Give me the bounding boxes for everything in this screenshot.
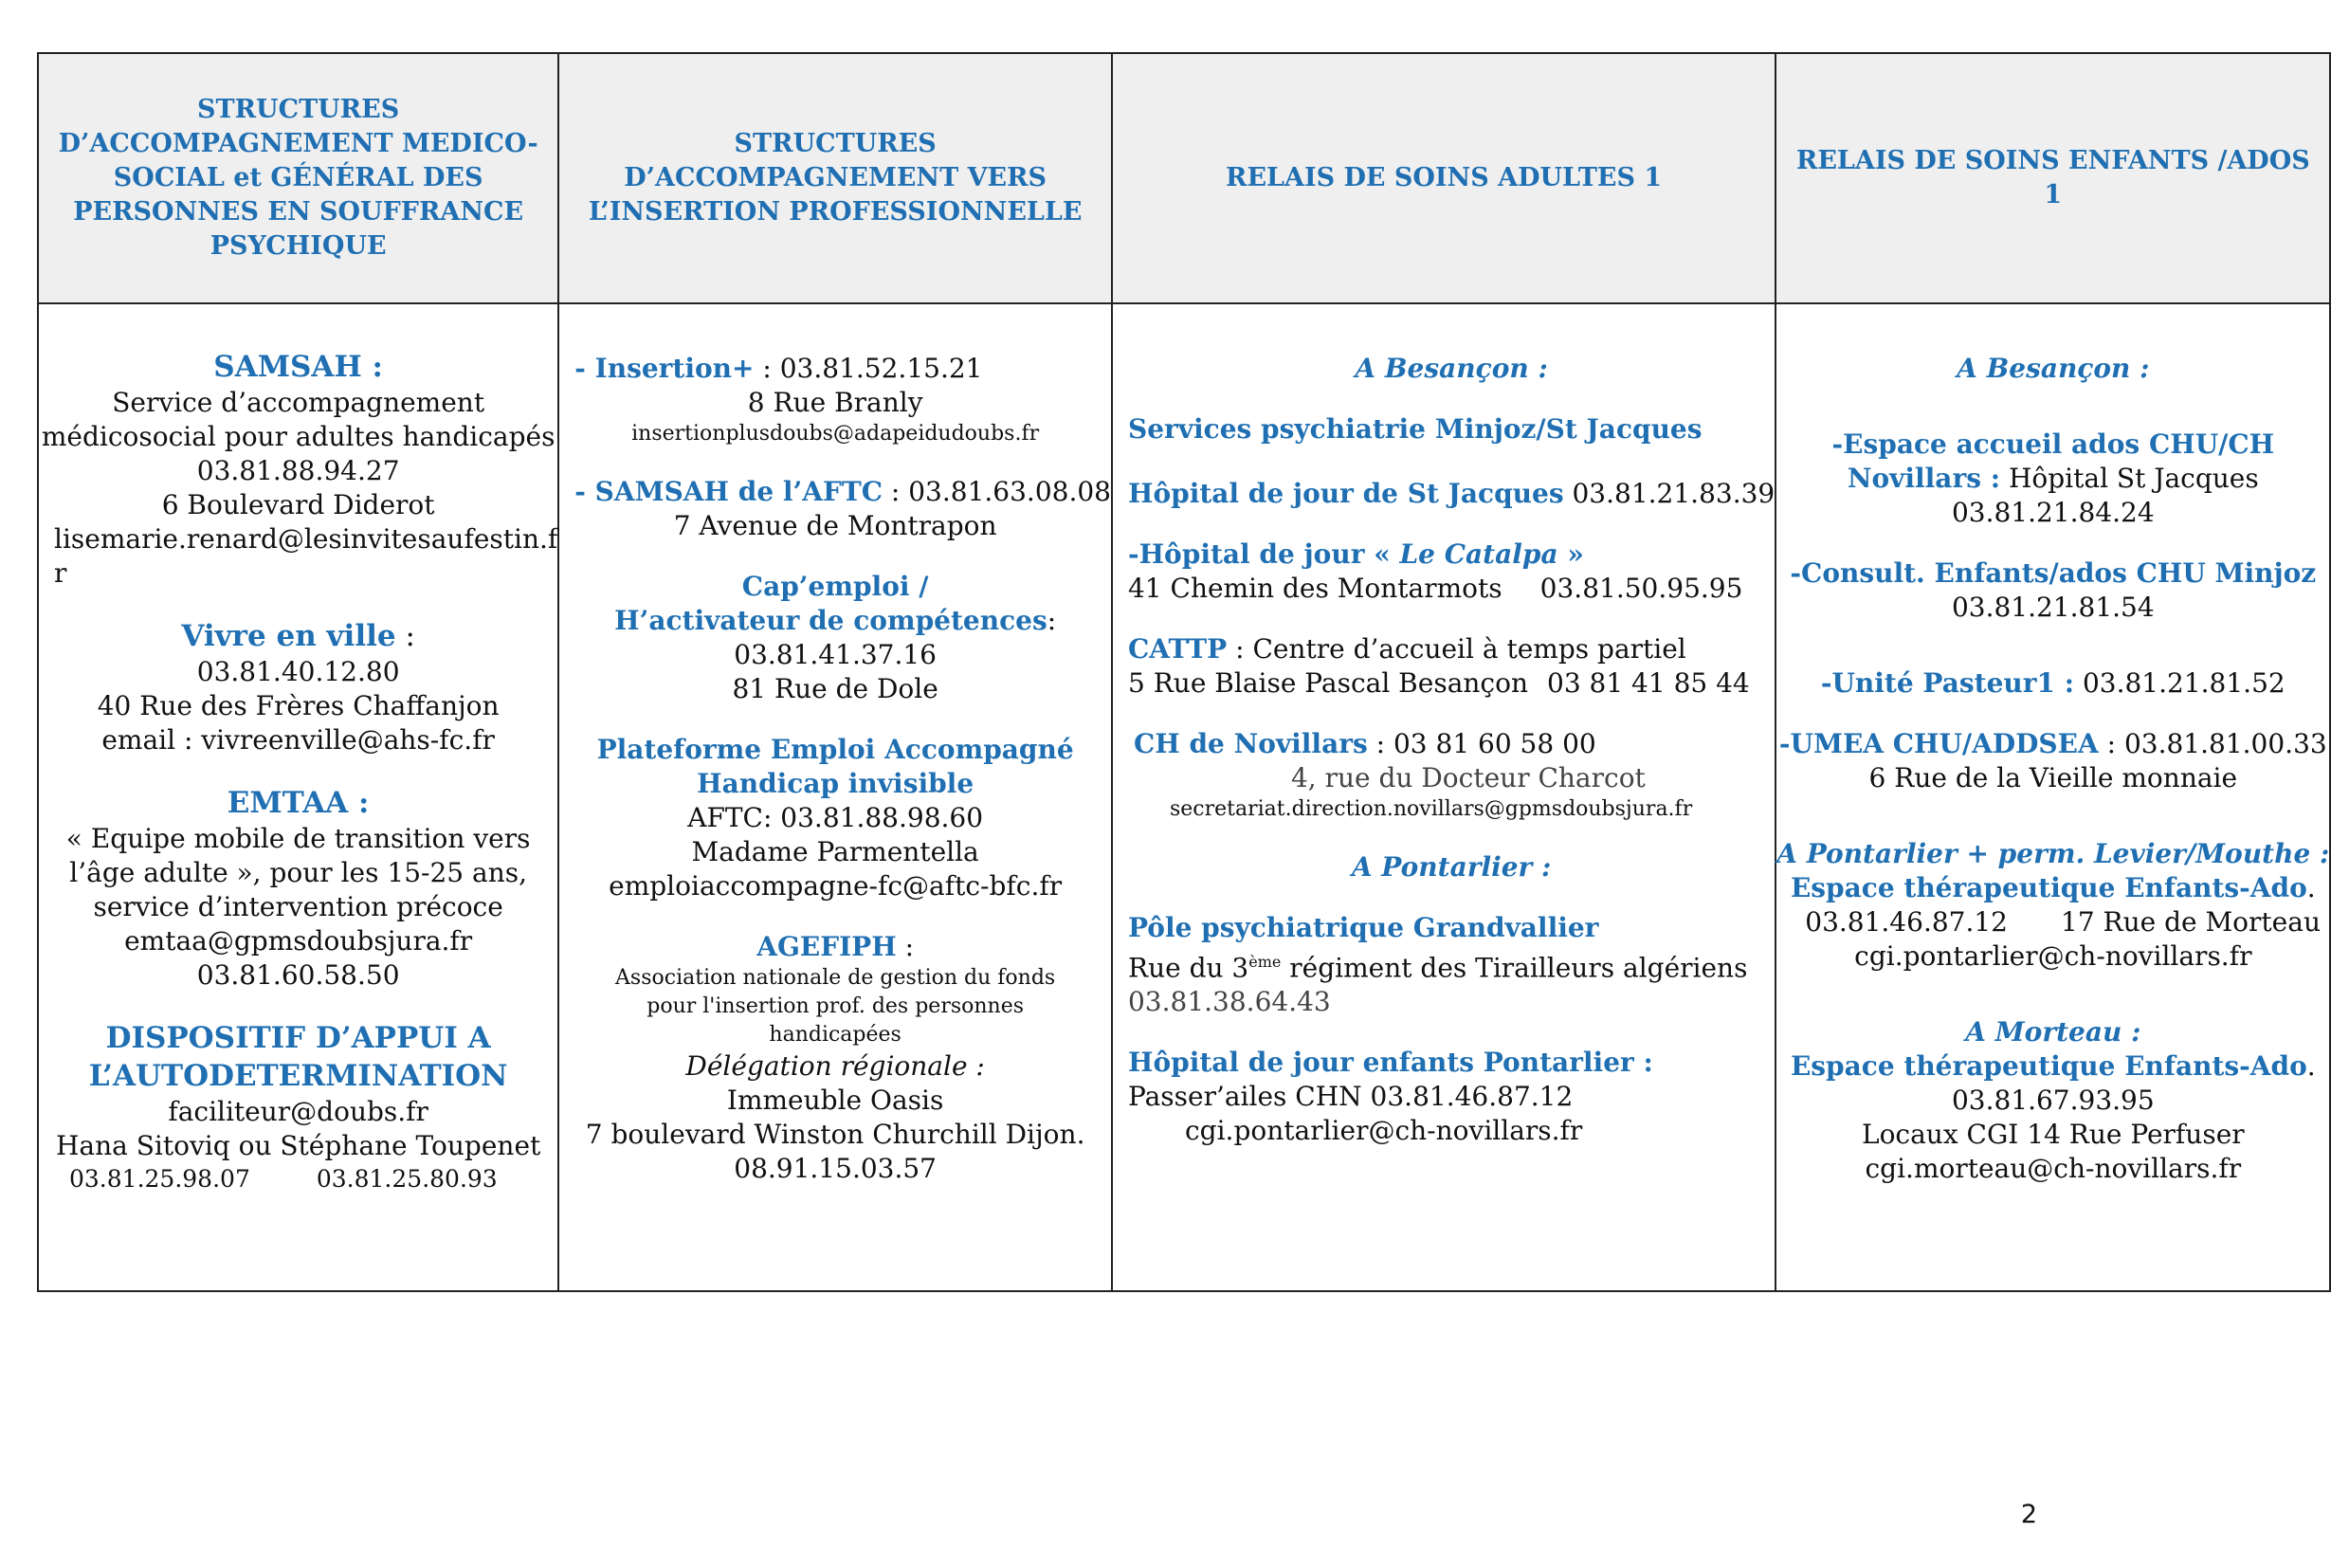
pontarlier-details: 03.81.46.87.12 17 Rue de Morteau [1805,906,2321,938]
samsah-aftc-address: 7 Avenue de Montrapon [673,510,997,541]
dispositif-phones: 03.81.25.98.07 03.81.25.80.93 [69,1165,498,1193]
agefiph-desc-2: pour l'insertion prof. des personnes [646,994,1025,1018]
adultes-pontarlier-heading: A Pontarlier : [1351,851,1552,883]
samsah-phone: 03.81.88.94.27 [196,455,400,486]
plateforme-heading-2: Handicap invisible [697,768,974,799]
vivre-address: 40 Rue des Frères Chaffanjon [97,690,500,721]
vivre-phone: 03.81.40.12.80 [196,656,400,687]
insertion-address: 8 Rue Branly [747,387,923,418]
grandvallier-phone: 03.81.38.64.43 [1127,986,1331,1018]
plateforme-heading-1: Plateforme Emploi Accompagné [596,734,1074,765]
consult-heading: -Consult. Enfants/ados CHU Minjoz [1790,557,2317,589]
header-medico-social: STRUCTURES D’ACCOMPAGNEMENT MEDICO-SOCIAL et GÉNÉRAL DES PERSONNES EN SOUFFRANCE PSYCHIQUE [38,53,558,303]
hdj-enfants-details: Passer’ailes CHN 03.81.46.87.12 [1127,1081,1574,1113]
contacts-table [37,52,2331,1292]
insertion-email[interactable]: insertionplusdoubs@adapeidudoubs.fr [631,422,1040,446]
cell-relais-enfants [1776,303,2330,1291]
umea-address: 6 Rue de la Vieille monnaie [1868,762,2238,793]
emtaa-desc-2: l’âge adulte », pour les 15-25 ans, [69,857,527,888]
vivre-heading: Vivre en ville : [181,619,415,653]
vivre-email[interactable]: email : vivreenville@ahs-fc.fr [101,724,495,756]
morteau-heading: A Morteau : [1965,1016,2141,1048]
dispositif-names: Hana Sitoviq ou Stéphane Toupenet [56,1130,541,1161]
catalpa-heading: -Hôpital de jour « Le Catalpa » [1127,538,1584,570]
capemploi-phone: 03.81.41.37.16 [734,639,937,670]
header-insertion-pro: STRUCTURES D’ACCOMPAGNEMENT VERS L’INSERTION PROFESSIONNELLE [558,53,1112,303]
grandvallier-heading: Pôle psychiatrique Grandvallier [1127,912,1599,943]
dispositif-email[interactable]: faciliteur@doubs.fr [168,1096,428,1127]
samsah-desc-2: médicosocial pour adultes handicapés [41,421,555,452]
emtaa-phone: 03.81.60.58.50 [196,959,400,991]
samsah-address: 6 Boulevard Diderot [161,489,435,520]
pasteur-line: -Unité Pasteur1 : 03.81.21.81.52 [1820,667,2285,699]
body-row [38,303,2330,1291]
capemploi-address: 81 Rue de Dole [732,673,938,704]
plateforme-phone: AFTC: 03.81.88.98.60 [687,802,984,833]
cell-relais-adultes [1112,303,1776,1291]
hdj-stjacques: Hôpital de jour de St Jacques 03.81.21.83.39 [1127,478,1776,509]
catalpa-details: 41 Chemin des Montarmots 03.81.50.95.95 [1127,573,1743,604]
cell-insertion-pro [558,303,1112,1291]
hdj-enfants-email[interactable]: cgi.pontarlier@ch-novillars.fr [1184,1115,1583,1147]
espace-accueil-place: Novillars : Hôpital St Jacques [1847,463,2259,494]
agefiph-building: Immeuble Oasis [726,1085,944,1116]
dispositif-heading-2: L’AUTODETERMINATION [88,1059,508,1093]
agefiph-phone: 08.91.15.03.57 [734,1153,937,1184]
espace-ther-morteau: Espace thérapeutique Enfants-Ado. [1790,1050,2316,1082]
capemploi-heading-2: H’activateur de compétences: [614,605,1057,636]
espace-accueil-phone: 03.81.21.84.24 [1951,497,2155,528]
enfants-besancon-heading: A Besançon : [1957,353,2150,384]
cattp-details: 5 Rue Blaise Pascal Besançon 03 81 41 85 44 [1127,667,1750,699]
novillars-address: 4, rue du Docteur Charcot [1290,762,1646,793]
enfants-pontarlier-heading: A Pontarlier + perm. Levier/Mouthe : [1776,838,2330,869]
header-relais-enfants: RELAIS DE SOINS ENFANTS /ADOS 1 [1776,53,2330,303]
cell-medico-social [38,303,558,1291]
agefiph-delegation: Délégation régionale : [685,1050,985,1082]
samsah-email-end[interactable]: r [54,557,67,589]
agefiph-desc-3: handicapées [769,1023,901,1047]
samsah-heading: SAMSAH : [213,350,383,384]
plateforme-contact: Madame Parmentella [691,836,979,867]
morteau-email[interactable]: cgi.morteau@ch-novillars.fr [1865,1153,2242,1184]
plateforme-email[interactable]: emploiaccompagne-fc@aftc-bfc.fr [609,870,1063,902]
emtaa-heading: EMTAA : [227,786,370,820]
emtaa-desc-1: « Equipe mobile de transition vers [65,823,531,854]
emtaa-email[interactable]: emtaa@gpmsdoubsjura.fr [124,925,473,957]
agefiph-address: 7 boulevard Winston Churchill Dijon. [585,1119,1085,1150]
morteau-address: Locaux CGI 14 Rue Perfuser [1861,1119,2245,1150]
espace-accueil-heading: -Espace accueil ados CHU/CH [1831,428,2275,460]
consult-phone: 03.81.21.81.54 [1951,592,2155,623]
cattp-heading: CATTP : Centre d’accueil à temps partiel [1127,633,1686,665]
samsah-desc-1: Service d’accompagnement [112,387,485,418]
agefiph-desc-1: Association nationale de gestion du fonds [615,966,1056,990]
hdj-enfants-heading: Hôpital de jour enfants Pontarlier : [1127,1047,1653,1079]
emtaa-desc-3: service d’intervention précoce [93,891,503,922]
umea-line: -UMEA CHU/ADDSEA : 03.81.81.00.33 [1778,728,2327,759]
header-row [38,53,2330,303]
insertion-heading: - Insertion+ : 03.81.52.15.21 [574,353,983,384]
espace-ther-pontarlier: Espace thérapeutique Enfants-Ado. [1790,872,2316,903]
dispositif-heading-1: DISPOSITIF D’APPUI A [105,1021,491,1055]
samsah-email[interactable]: lisemarie.renard@lesinvitesaufestin.f [54,523,558,555]
pontarlier-email[interactable]: cgi.pontarlier@ch-novillars.fr [1854,940,2252,972]
adultes-besancon-heading: A Besançon : [1355,353,1548,384]
capemploi-heading-1: Cap’emploi / [741,571,929,602]
grandvallier-address: Rue du 3ème régiment des Tirailleurs algériens [1127,952,1748,984]
page-number: 2 [2020,1500,2037,1529]
services-psychiatrie: Services psychiatrie Minjoz/St Jacques [1127,413,1703,445]
agefiph-heading: AGEFIPH : [756,931,915,962]
novillars-heading: CH de Novillars : 03 81 60 58 00 [1133,728,1596,759]
morteau-phone: 03.81.67.93.95 [1951,1085,2155,1116]
header-relais-adultes: RELAIS DE SOINS ADULTES 1 [1112,53,1776,303]
samsah-aftc-heading: - SAMSAH de l’AFTC : 03.81.63.08.08 [574,476,1111,507]
novillars-email[interactable]: secretariat.direction.novillars@gpmsdoubsjura.fr [1169,797,1693,821]
